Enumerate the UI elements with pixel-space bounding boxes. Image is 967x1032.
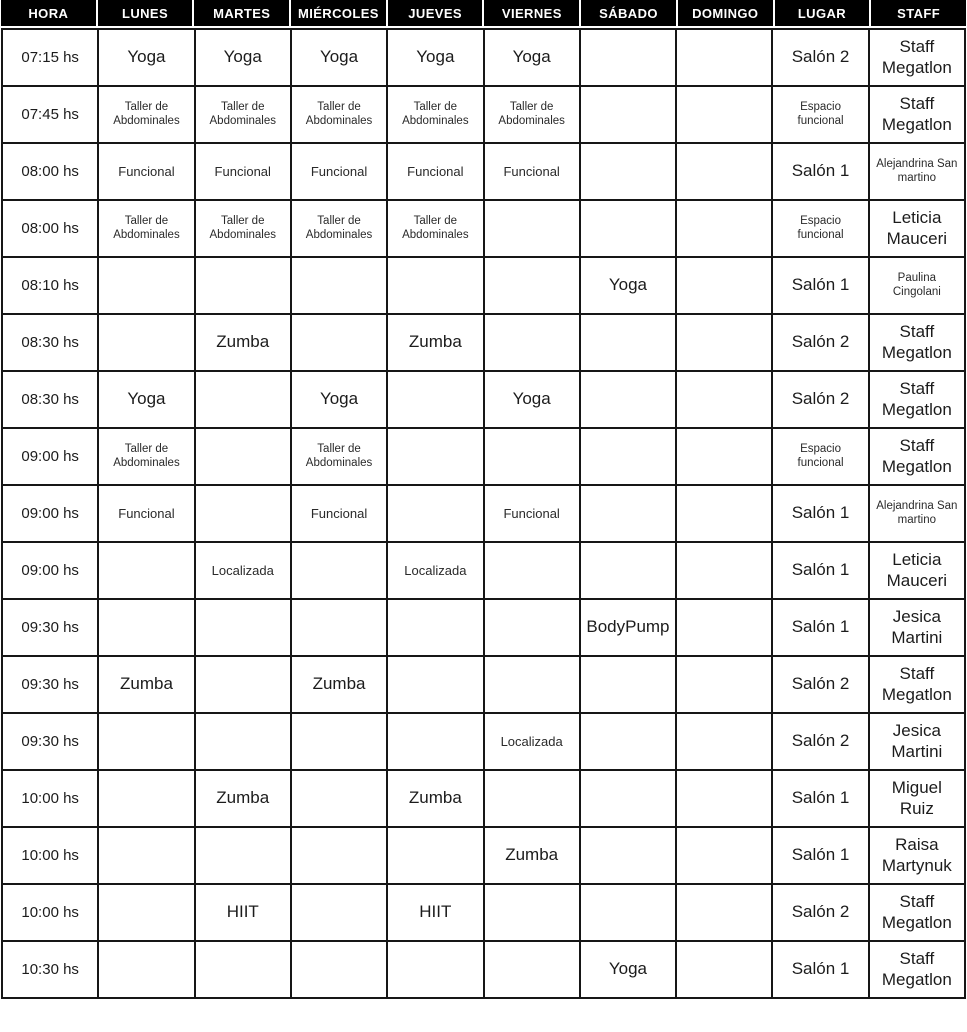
empty-cell (99, 543, 195, 600)
time-cell (3, 144, 99, 201)
time-cell-label: 09:00 hs (21, 448, 79, 465)
time-cell (3, 87, 99, 144)
column-header-jueves: JUEVES (388, 0, 483, 26)
empty-cell (581, 30, 677, 87)
class-cell (196, 144, 292, 201)
staff-cell (870, 30, 966, 87)
class-cell-label: Funcional (214, 163, 271, 179)
empty-cell (677, 942, 773, 999)
empty-cell (388, 486, 484, 543)
class-cell (485, 486, 581, 543)
empty-cell (292, 543, 388, 600)
class-cell-label: Yoga (512, 47, 551, 67)
class-cell (196, 315, 292, 372)
column-header-domingo: DOMINGO (678, 0, 773, 26)
empty-cell (196, 942, 292, 999)
class-cell-label: Taller de Abdominales (402, 214, 469, 241)
empty-cell (292, 771, 388, 828)
empty-cell (99, 714, 195, 771)
empty-cell (581, 771, 677, 828)
class-cell (99, 87, 195, 144)
class-cell (581, 942, 677, 999)
staff-cell (870, 942, 966, 999)
staff-cell (870, 201, 966, 258)
staff-cell-label: Leticia Mauceri (886, 208, 948, 248)
lugar-cell-label: Salón 1 (791, 788, 850, 808)
class-cell-label: Zumba (505, 845, 559, 865)
lugar-cell (773, 714, 869, 771)
empty-cell (99, 600, 195, 657)
class-cell (388, 30, 484, 87)
time-cell (3, 315, 99, 372)
class-cell-label: Taller de Abdominales (209, 100, 276, 127)
column-header-staff: STAFF (871, 0, 966, 26)
empty-cell (485, 258, 581, 315)
empty-cell (677, 144, 773, 201)
class-cell (292, 486, 388, 543)
class-cell-label: Yoga (319, 47, 359, 67)
class-cell-label: Yoga (416, 47, 455, 67)
class-cell-label: HIIT (419, 902, 452, 922)
class-cell (196, 543, 292, 600)
class-cell (388, 771, 484, 828)
class-cell (485, 87, 581, 144)
empty-cell (485, 201, 581, 258)
time-cell (3, 486, 99, 543)
column-header-miercoles: MIÉRCOLES (291, 0, 386, 26)
time-cell-label: 09:30 hs (21, 676, 79, 693)
empty-cell (677, 543, 773, 600)
lugar-cell (773, 771, 869, 828)
class-cell (485, 144, 581, 201)
time-cell-label: 09:30 hs (21, 619, 79, 636)
class-cell (292, 372, 388, 429)
empty-cell (581, 201, 677, 258)
staff-cell (870, 87, 966, 144)
class-cell-label: Funcional (503, 163, 560, 179)
empty-cell (292, 315, 388, 372)
time-cell (3, 828, 99, 885)
time-cell (3, 30, 99, 87)
empty-cell (485, 600, 581, 657)
lugar-cell (773, 201, 869, 258)
class-cell-label: Funcional (118, 163, 175, 179)
time-cell-label: 07:45 hs (21, 106, 79, 123)
staff-cell-label: Leticia Mauceri (886, 550, 948, 590)
staff-cell-label: Staff Megatlon (881, 436, 952, 476)
empty-cell (581, 315, 677, 372)
empty-cell (99, 315, 195, 372)
staff-cell-label: Jesica Martini (891, 607, 943, 647)
class-cell-label: Funcional (503, 505, 560, 521)
class-cell-label: Yoga (319, 389, 359, 409)
class-cell-label: Funcional (407, 163, 464, 179)
class-cell-label: Taller de Abdominales (209, 214, 276, 241)
class-cell (99, 372, 195, 429)
class-cell-label: Zumba (408, 788, 462, 808)
lugar-cell-label: Espacio funcional (797, 214, 844, 241)
class-cell (196, 201, 292, 258)
lugar-cell (773, 372, 869, 429)
empty-cell (581, 87, 677, 144)
class-cell-label: Yoga (608, 275, 648, 295)
time-cell (3, 714, 99, 771)
column-header-sabado: SÁBADO (581, 0, 676, 26)
time-cell (3, 429, 99, 486)
class-cell (99, 486, 195, 543)
time-cell (3, 657, 99, 714)
empty-cell (581, 543, 677, 600)
empty-cell (677, 201, 773, 258)
class-cell-label: Taller de Abdominales (113, 214, 180, 241)
empty-cell (292, 258, 388, 315)
time-cell-label: 10:00 hs (21, 904, 79, 921)
empty-cell (99, 771, 195, 828)
class-cell-label: Zumba (312, 674, 366, 694)
class-cell (196, 885, 292, 942)
column-header-lunes: LUNES (98, 0, 193, 26)
lugar-cell-label: Salón 2 (791, 731, 850, 751)
lugar-cell (773, 885, 869, 942)
time-cell-label: 08:00 hs (21, 163, 79, 180)
class-schedule-table (1, 0, 966, 999)
header-row (1, 0, 966, 26)
time-cell-label: 08:30 hs (21, 391, 79, 408)
empty-cell (677, 885, 773, 942)
staff-cell (870, 258, 966, 315)
staff-cell-label: Staff Megatlon (881, 892, 952, 932)
empty-cell (677, 657, 773, 714)
empty-cell (196, 486, 292, 543)
staff-cell (870, 714, 966, 771)
lugar-cell-label: Salón 1 (791, 275, 850, 295)
column-header-lugar: LUGAR (775, 0, 870, 26)
empty-cell (581, 144, 677, 201)
empty-cell (388, 942, 484, 999)
empty-cell (677, 372, 773, 429)
empty-cell (388, 429, 484, 486)
time-cell (3, 771, 99, 828)
class-cell-label: BodyPump (586, 617, 670, 637)
empty-cell (388, 258, 484, 315)
empty-cell (581, 429, 677, 486)
empty-cell (388, 714, 484, 771)
staff-cell (870, 486, 966, 543)
lugar-cell-label: Salón 2 (791, 332, 850, 352)
class-cell-label: Zumba (216, 788, 270, 808)
time-cell-label: 10:00 hs (21, 847, 79, 864)
empty-cell (485, 771, 581, 828)
staff-cell-label: Alejandrina San martino (876, 157, 958, 184)
staff-cell-label: Staff Megatlon (881, 949, 952, 989)
empty-cell (292, 885, 388, 942)
column-header-viernes: VIERNES (484, 0, 579, 26)
staff-cell (870, 372, 966, 429)
lugar-cell (773, 828, 869, 885)
empty-cell (677, 600, 773, 657)
class-cell-label: Taller de Abdominales (113, 442, 180, 469)
time-cell-label: 08:00 hs (21, 220, 79, 237)
time-cell-label: 09:00 hs (21, 562, 79, 579)
lugar-cell-label: Espacio funcional (797, 442, 844, 469)
class-cell-label: HIIT (226, 902, 259, 922)
time-cell (3, 942, 99, 999)
empty-cell (677, 429, 773, 486)
empty-cell (196, 600, 292, 657)
class-cell (292, 144, 388, 201)
empty-cell (388, 657, 484, 714)
empty-cell (196, 429, 292, 486)
time-cell-label: 08:10 hs (21, 277, 79, 294)
class-cell (99, 429, 195, 486)
staff-cell (870, 543, 966, 600)
class-cell (99, 144, 195, 201)
class-cell-label: Localizada (211, 562, 274, 578)
class-cell (292, 201, 388, 258)
lugar-cell-label: Salón 1 (791, 560, 850, 580)
class-cell-label: Funcional (310, 505, 368, 521)
time-cell-label: 07:15 hs (21, 49, 79, 66)
class-cell-label: Zumba (119, 674, 173, 694)
class-cell-label: Taller de Abdominales (305, 442, 373, 469)
class-cell (388, 144, 484, 201)
empty-cell (485, 942, 581, 999)
time-cell (3, 258, 99, 315)
lugar-cell (773, 258, 869, 315)
staff-cell-label: Staff Megatlon (881, 664, 952, 704)
empty-cell (292, 828, 388, 885)
class-cell (388, 315, 484, 372)
time-cell (3, 885, 99, 942)
staff-cell-label: Staff Megatlon (881, 37, 952, 77)
empty-cell (677, 87, 773, 144)
staff-cell (870, 600, 966, 657)
empty-cell (196, 372, 292, 429)
lugar-cell (773, 600, 869, 657)
empty-cell (581, 657, 677, 714)
empty-cell (677, 258, 773, 315)
lugar-cell (773, 315, 869, 372)
staff-cell (870, 429, 966, 486)
lugar-cell (773, 30, 869, 87)
empty-cell (677, 714, 773, 771)
class-cell (388, 87, 484, 144)
staff-cell-label: Miguel Ruiz (891, 778, 942, 818)
class-cell (292, 657, 388, 714)
staff-cell (870, 771, 966, 828)
schedule-body (1, 28, 966, 999)
class-cell-label: Taller de Abdominales (113, 100, 180, 127)
empty-cell (581, 828, 677, 885)
class-cell (581, 258, 677, 315)
empty-cell (196, 258, 292, 315)
class-cell-label: Zumba (216, 332, 270, 352)
class-cell-label: Localizada (500, 733, 563, 749)
empty-cell (292, 942, 388, 999)
column-header-hora: HORA (1, 0, 96, 26)
class-cell (485, 714, 581, 771)
staff-cell-label: Raisa Martynuk (881, 835, 952, 875)
empty-cell (581, 714, 677, 771)
class-cell (485, 828, 581, 885)
empty-cell (485, 315, 581, 372)
time-cell (3, 201, 99, 258)
empty-cell (388, 828, 484, 885)
class-cell (292, 429, 388, 486)
staff-cell-label: Alejandrina San martino (876, 499, 958, 526)
class-cell-label: Yoga (608, 959, 648, 979)
empty-cell (677, 315, 773, 372)
lugar-cell-label: Salón 2 (791, 674, 850, 694)
empty-cell (485, 429, 581, 486)
lugar-cell (773, 144, 869, 201)
time-cell (3, 600, 99, 657)
lugar-cell (773, 657, 869, 714)
empty-cell (388, 372, 484, 429)
lugar-cell-label: Salón 2 (791, 902, 850, 922)
lugar-cell (773, 87, 869, 144)
staff-cell-label: Staff Megatlon (881, 94, 952, 134)
empty-cell (485, 657, 581, 714)
class-cell (388, 543, 484, 600)
staff-cell (870, 828, 966, 885)
time-cell-label: 10:00 hs (21, 790, 79, 807)
class-cell (292, 87, 388, 144)
empty-cell (677, 30, 773, 87)
staff-cell (870, 885, 966, 942)
staff-cell-label: Jesica Martini (891, 721, 943, 761)
class-cell (196, 30, 292, 87)
lugar-cell-label: Salón 2 (791, 389, 850, 409)
empty-cell (292, 714, 388, 771)
class-cell (99, 30, 195, 87)
time-cell-label: 10:30 hs (21, 961, 79, 978)
lugar-cell (773, 543, 869, 600)
staff-cell (870, 315, 966, 372)
column-header-martes: MARTES (194, 0, 289, 26)
empty-cell (196, 828, 292, 885)
lugar-cell (773, 429, 869, 486)
staff-cell-label: Paulina Cingolani (892, 271, 941, 298)
empty-cell (99, 258, 195, 315)
class-cell (196, 87, 292, 144)
class-cell (99, 201, 195, 258)
class-cell-label: Funcional (118, 505, 175, 521)
class-cell-label: Taller de Abdominales (498, 100, 565, 127)
time-cell (3, 372, 99, 429)
empty-cell (292, 600, 388, 657)
class-cell-label: Yoga (127, 389, 166, 409)
class-cell (388, 885, 484, 942)
class-cell (99, 657, 195, 714)
time-cell-label: 09:00 hs (21, 505, 79, 522)
class-cell-label: Funcional (310, 163, 368, 179)
class-cell-label: Yoga (512, 389, 551, 409)
lugar-cell-label: Salón 1 (791, 845, 850, 865)
empty-cell (581, 486, 677, 543)
class-cell (485, 30, 581, 87)
time-cell-label: 09:30 hs (21, 733, 79, 750)
class-cell (388, 201, 484, 258)
staff-cell (870, 657, 966, 714)
class-cell-label: Localizada (404, 562, 467, 578)
class-cell-label: Taller de Abdominales (402, 100, 469, 127)
lugar-cell-label: Espacio funcional (797, 100, 844, 127)
class-cell (292, 30, 388, 87)
empty-cell (99, 942, 195, 999)
lugar-cell-label: Salón 1 (791, 959, 850, 979)
empty-cell (196, 657, 292, 714)
time-cell (3, 543, 99, 600)
lugar-cell-label: Salón 1 (791, 617, 850, 637)
class-cell (196, 771, 292, 828)
lugar-cell-label: Salón 2 (791, 47, 850, 67)
lugar-cell-label: Salón 1 (791, 161, 850, 181)
empty-cell (581, 372, 677, 429)
empty-cell (677, 771, 773, 828)
empty-cell (99, 885, 195, 942)
empty-cell (581, 885, 677, 942)
empty-cell (485, 885, 581, 942)
lugar-cell-label: Salón 1 (791, 503, 850, 523)
class-cell (581, 600, 677, 657)
class-cell-label: Yoga (127, 47, 166, 67)
staff-cell-label: Staff Megatlon (881, 379, 952, 419)
empty-cell (99, 828, 195, 885)
class-cell-label: Taller de Abdominales (305, 214, 373, 241)
empty-cell (677, 828, 773, 885)
class-cell-label: Yoga (223, 47, 262, 67)
class-cell-label: Taller de Abdominales (305, 100, 373, 127)
empty-cell (196, 714, 292, 771)
staff-cell (870, 144, 966, 201)
empty-cell (388, 600, 484, 657)
staff-cell-label: Staff Megatlon (881, 322, 952, 362)
lugar-cell (773, 942, 869, 999)
class-cell-label: Zumba (408, 332, 462, 352)
empty-cell (677, 486, 773, 543)
empty-cell (485, 543, 581, 600)
time-cell-label: 08:30 hs (21, 334, 79, 351)
lugar-cell (773, 486, 869, 543)
class-cell (485, 372, 581, 429)
